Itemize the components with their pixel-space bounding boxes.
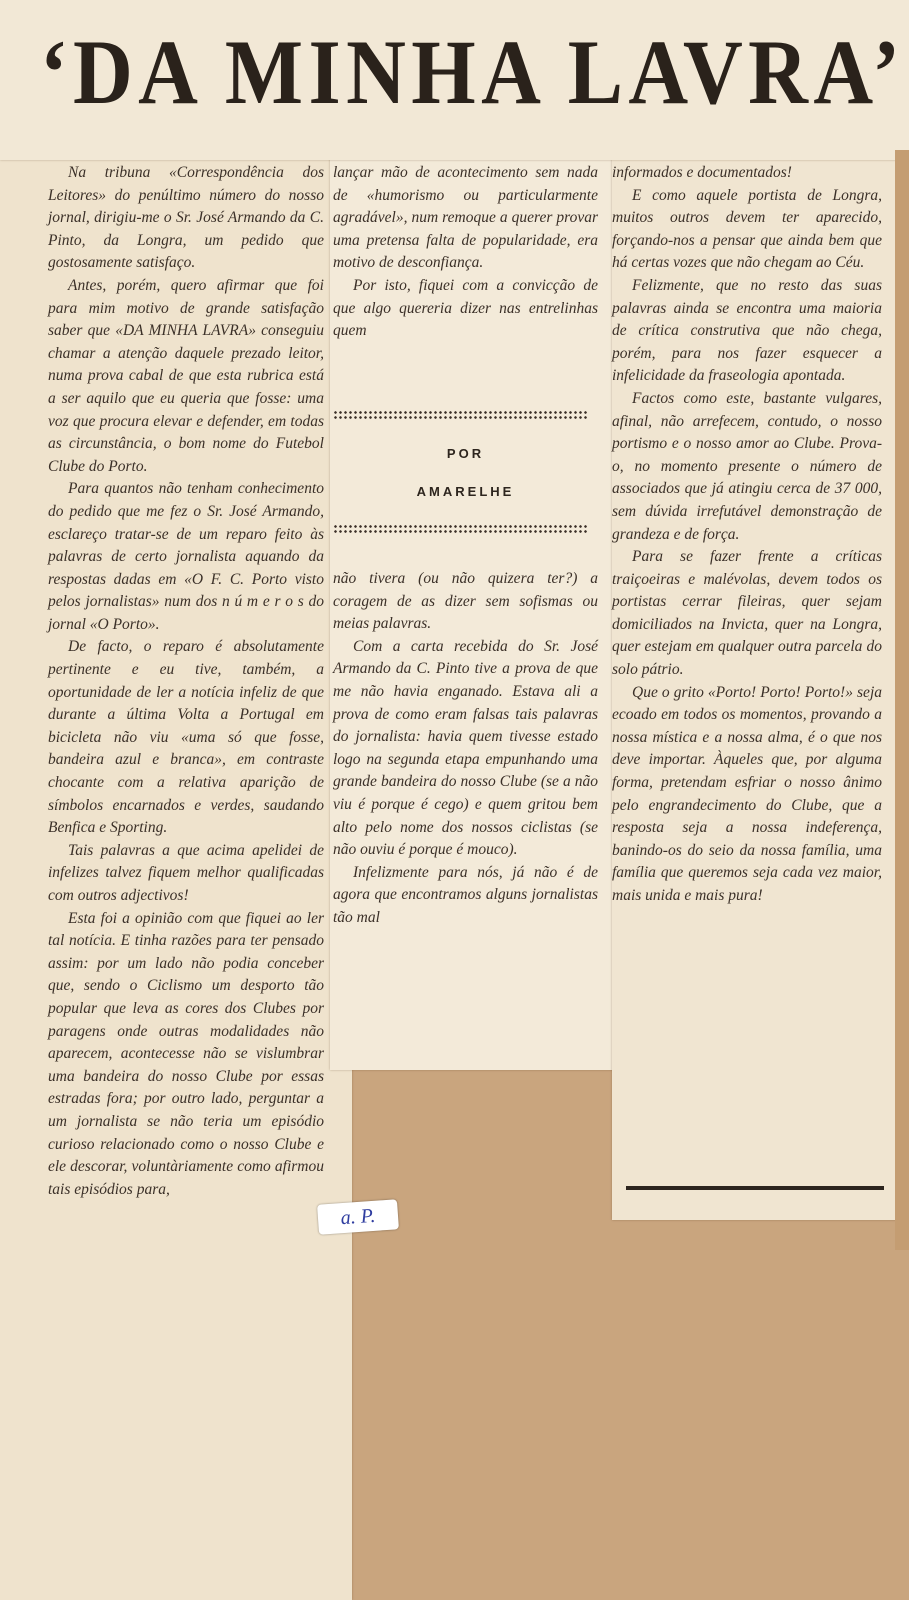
dotted-rule-bottom: [333, 524, 589, 534]
paragraph: Esta foi a opinião com que fiquei ao ler tal notícia. E tinha razões para ter pensado assim: por um lado não podia conceber que, sendo o Ciclismo um desporto tão popular que leva as cores dos Clubes por paragens onde outras modalidades não aparecem, acontecesse não se vislumbrar uma bandeira do nosso Clube por essas estradas fora; por outro lado, perguntar a um jornalista se não teria um episódio curioso relacionado como o nosso Clube e ele descorar, voluntàriamente como afirmou tais episódios para,: [48, 909, 324, 1198]
paragraph: E como aquele portista de Longra, muitos outros devem ter aparecido, forçando-nos a pensar que ainda bem que há certas vozes que não chegam ao Céu.: [612, 186, 882, 272]
paragraph: Felizmente, que no resto das suas palavras ainda se encontra uma maioria de crítica construtiva que não chega, porém, para nos fazer esquecer a infelicidade da fraseologia apontada.: [612, 276, 882, 385]
paragraph: De facto, o reparo é absolutamente pertinente e eu tive, também, a oportunidade de ler a notícia infeliz de que durante a última Volta a Portugal em bicicleta não viu «uma só que fosse, bandeira azul e branca», em contraste chocante com a relativa aparição de símbolos encarnados e verdes, saudando Benfica e Sporting.: [48, 638, 324, 837]
paragraph: lançar mão de acontecimento sem nada de «humorismo ou particularmente agradável», num remoque a querer provar uma pretensa falta de popularidade, era motivo de desconfiança.: [333, 164, 598, 272]
paragraph: Factos como este, bastante vulgares, afinal, não arrefecem, contudo, o nosso portismo e o nosso amor ao Clube. Prova-o, no momento presente o número de associados que já atingiu cerca de 37 000, sem dúvida irrefutável demonstração de grandeza e de força.: [612, 389, 882, 543]
byline-author: AMARELHE: [416, 484, 515, 499]
paragraph: informados e documentados!: [612, 164, 792, 181]
background-edge: [895, 150, 909, 1250]
byline-por: POR: [446, 446, 485, 461]
paragraph: não tivera (ou não quizera ter?) a coragem de as dizer sem sofismas ou meias palavras.: [333, 570, 598, 633]
paragraph: Para quantos não tenham conhecimento do pedido que me fez o Sr. José Armando, esclareço tratar-se de um reparo feito às palavras de certo jornalista aquando da respostas dadas em «O F. C. Porto visto pelos jornalistas» num dos n ú m e r o s do jornal «O Porto».: [48, 480, 324, 633]
article-column-2: [333, 162, 598, 343]
article-column-3: [612, 162, 882, 908]
paragraph: Que o grito «Porto! Porto! Porto!» seja ecoado em todos os momentos, provando a nossa mística e a nossa alma, é o que nos deve importar. Àqueles que, por alguma forma, pretendam esfriar o nosso ânimo pelo engrandecimento do Clube, que a resposta seja a nossa indeferença, banindo-os do seio da nossa família, uma família que queremos seja cada vez maior, mais unida e mais pura!: [612, 683, 882, 904]
paragraph: Por isto, fiquei com a convicção de que algo quereria dizer nas entrelinhas quem: [333, 276, 598, 340]
article-column-2-continued: [333, 568, 598, 930]
headline: ‘DA MINHA LAVRA’: [40, 21, 906, 123]
paragraph: Para se fazer frente a críticas traiçoeiras e malévolas, devem todos os portistas cerrar fileiras, quer sejam domiciliados na Invicta, quer na Longra, quer estejam em qualquer outra parcela do solo pátrio.: [612, 548, 882, 679]
handwritten-initials-label: a. P.: [317, 1199, 399, 1235]
paragraph: Com a carta recebida do Sr. José Armando da C. Pinto tive a prova de que me não havia enganado. Estava ali a prova de como eram falsas tais palavras do jornalista: havia quem tivesse estado logo na segunda etapa empunhando uma grande bandeira do nosso Clube (se a não viu é porque é cego) e quem gritou bem alto pelo nome dos nossos ciclistas (se não ouviu é porque é mouco).: [333, 637, 598, 859]
paragraph: Antes, porém, quero afirmar que foi para mim motivo de grande satisfação saber que «DA MINHA LAVRA» conseguiu chamar a atenção daquele prezado leitor, numa prova cabal de que esta rubrica está a ser aquilo que eu queria que fosse: uma voz que procura elevar e defender, em todas as circunstância, o bom nome do Futebol Clube do Porto.: [48, 276, 324, 475]
end-rule: [626, 1186, 884, 1190]
paragraph: Na tribuna «Correspondência dos Leitores» do penúltimo número do nosso jornal, dirigiu-me o Sr. José Armando da C. Pinto, da Longra, um pedido que gostosamente satisfaço.: [48, 164, 324, 272]
paragraph: Tais palavras a que acima apelidei de infelizes talvez fiquem melhor qualificadas com outros adjectivos!: [48, 841, 324, 904]
paragraph: Infelizmente para nós, já não é de agora que encontramos alguns jornalistas tão mal: [333, 863, 598, 926]
dotted-rule-top: [333, 410, 589, 420]
article-column-1: [48, 162, 324, 1201]
